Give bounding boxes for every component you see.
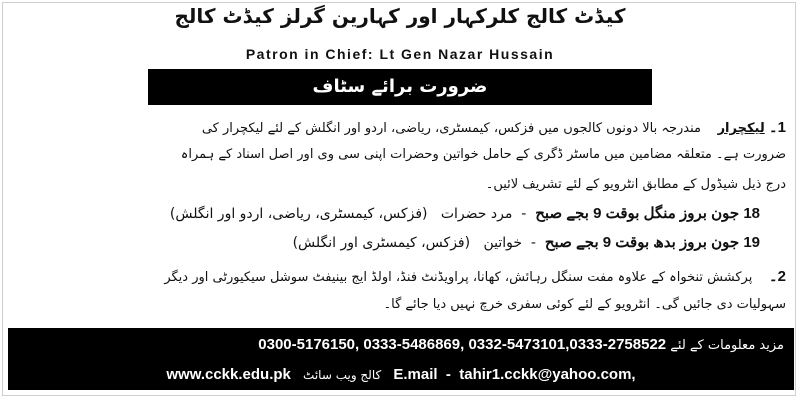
schedule-date: 18 جون بروز منگل بوقت 9 بجے صبح (535, 205, 760, 222)
contact-phones: 0300-5176150, 0333-5486869, 0332-5473101,0333-2758522 (258, 336, 667, 353)
contact-label: مزید معلومات کے لئے (670, 338, 784, 353)
schedule-group: خواتین (483, 235, 522, 251)
contact-phone-line (248, 336, 784, 353)
college-title: کیڈٹ کالج کلرکہار اور کہارین گرلز کیڈٹ کالج (174, 4, 626, 28)
item1-line1 (202, 118, 786, 136)
item2-text-line2: سہولیات دی جائیں گی۔ انٹرویو کے لئے کوئی سفری خرچ نہیں دیا جائے گا۔ (383, 297, 786, 312)
email-link[interactable]: tahir1.cckk@yahoo.com, (459, 366, 636, 383)
item1-text-line3: درج ذیل شیڈول کے مطابق انٹرویو کے لئے تشریف لائیں۔ (485, 177, 786, 192)
schedule-row: 18 جون بروز منگل بوقت 9 بجے صبح - مرد حضرات (فزکس، کیمسٹری، ریاضی، اردو اور انگلش) (169, 205, 760, 222)
email-label: E.mail (393, 366, 438, 383)
item1-text-line2: ضرورت ہے۔ متعلقہ مضامین میں ماسٹر ڈگری کے حامل خواتین وحضرات اپنی سی وی اور اصل اسناد کے ہمراہ (180, 147, 786, 162)
patron-line: Patron in Chief: Lt Gen Nazar Hussain (245, 46, 555, 62)
schedule-date: 19 جون بروز بدھ بوقت 9 بجے صبح (544, 234, 760, 251)
item1-label: لیکچرار (717, 121, 765, 136)
schedule-subjects: (فزکس، کیمسٹری، ریاضی، اردو اور انگلش) (169, 206, 428, 222)
item1-text-line1: مندرجہ بالا دونوں کالجوں میں فزکس، کیمسٹری، ریاضی، اردو اور انگلش کے لئے لیکچرار کی (201, 121, 702, 136)
website-label: کالج ویب سائٹ (303, 368, 382, 382)
schedule-group: مرد حضرات (440, 206, 513, 222)
item2-line1 (164, 267, 786, 285)
item2-text-line1: پرکشش تنخواہ کے علاوہ مفت سنگل رہائش، کھانا، پراویڈنٹ فنڈ، اولڈ ایج بینیفٹ سوشل سیکیورٹی اور دیگر (164, 270, 753, 285)
staff-required-banner: ضرورت برائے سٹاف (148, 69, 652, 105)
website-link[interactable]: www.cckk.edu.pk (166, 366, 291, 383)
item1-number: 1۔ (768, 119, 786, 136)
item2-number: 2۔ (768, 268, 786, 285)
contact-bar (8, 328, 794, 390)
contact-web-line: www.cckk.edu.pk کالج ویب سائٹ E.mail - tahir1.cckk@yahoo.com, (166, 366, 636, 383)
schedule-row: 19 جون بروز بدھ بوقت 9 بجے صبح - خواتین (فزکس، کیمسٹری اور انگلش) (292, 234, 760, 251)
schedule-subjects: (فزکس، کیمسٹری اور انگلش) (292, 235, 471, 251)
